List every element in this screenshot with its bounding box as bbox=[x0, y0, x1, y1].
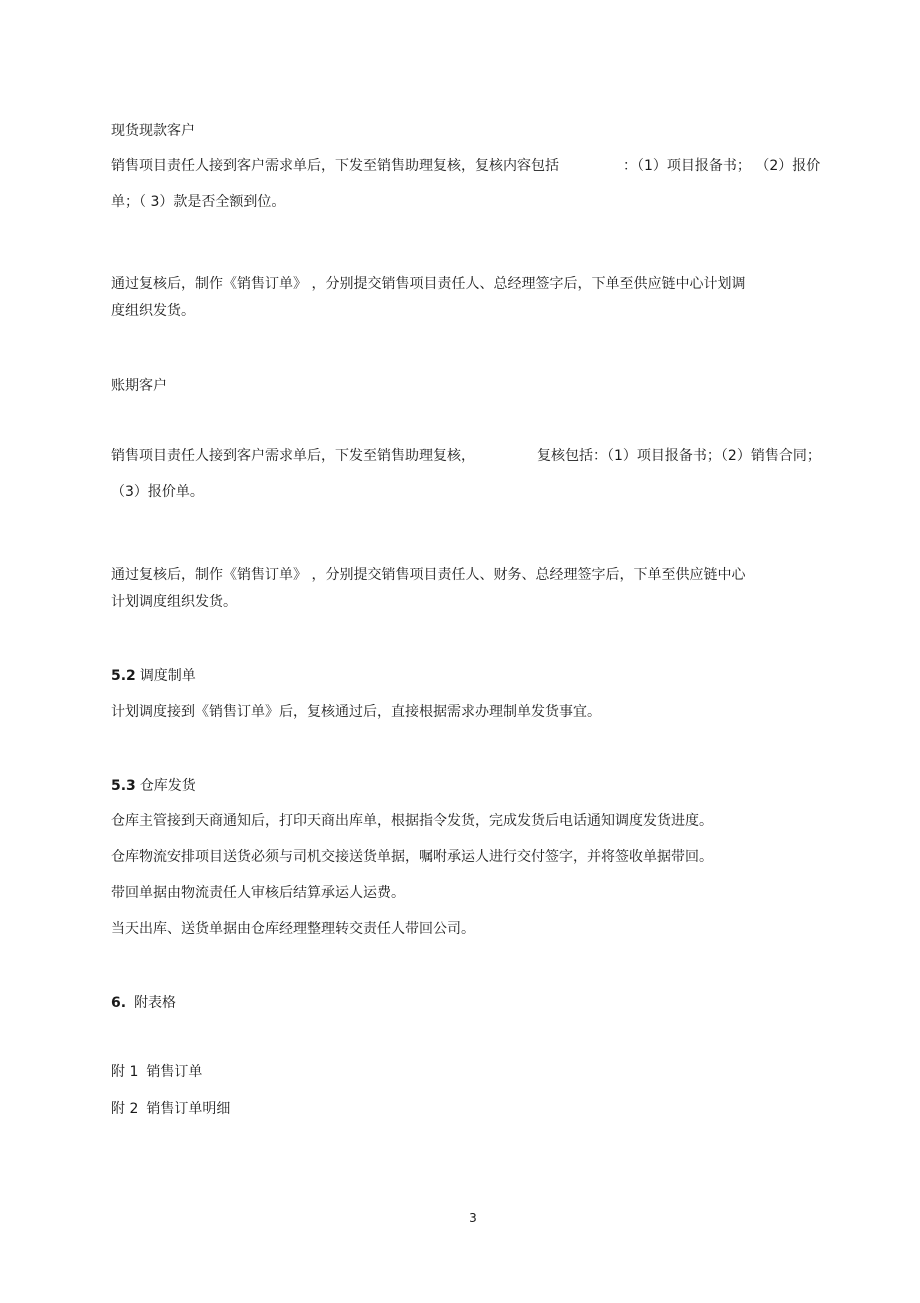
spot-customer-para2-line2: 度组织发货。 bbox=[111, 303, 195, 319]
appendix-2-number: 附 2 bbox=[111, 1101, 139, 1117]
appendix-1-title: 销售订单 bbox=[146, 1064, 203, 1080]
appendix-2-title: 销售订单明细 bbox=[146, 1101, 231, 1117]
appendix-2 bbox=[111, 1100, 230, 1118]
section-5-2-number: 5.2 bbox=[111, 668, 136, 684]
spot-customer-para1-line1-b: ：（1）项目报备书； （2）报价 bbox=[623, 158, 821, 174]
spot-customer-heading: 现货现款客户 bbox=[111, 123, 195, 139]
credit-customer-para1-line1-a: 销售项目责任人接到客户需求单后，下发至销售助理复核， bbox=[111, 448, 475, 464]
section-5-2-title: 调度制单 bbox=[139, 668, 196, 684]
credit-customer-para2-line1: 通过复核后，制作《销售订单》 ，分别提交销售项目责任人、财务、总经理签字后，下单至供应链中心 bbox=[111, 567, 746, 583]
appendix-1-number: 附 1 bbox=[111, 1064, 139, 1080]
appendix-1 bbox=[111, 1063, 202, 1081]
section-5-3-title: 仓库发货 bbox=[139, 778, 196, 794]
section-5-2-heading bbox=[111, 667, 196, 685]
section-5-3-line1: 仓库主管接到天商通知后，打印天商出库单，根据指令发货，完成发货后电话通知调度发货进度。 bbox=[111, 813, 713, 829]
page-number: 3 bbox=[469, 1211, 477, 1225]
spot-customer-para1-line1 bbox=[111, 157, 820, 175]
spot-customer-para1-line1-a: 销售项目责任人接到客户需求单后，下发至销售助理复核，复核内容包括 bbox=[111, 158, 559, 174]
section-6-number: 6. bbox=[111, 995, 127, 1011]
credit-customer-heading: 账期客户 bbox=[111, 378, 167, 394]
spot-customer-para2-line1: 通过复核后，制作《销售订单》 ，分别提交销售项目责任人、总经理签字后，下单至供应链中心计划调 bbox=[111, 276, 746, 292]
credit-customer-para1-line1-b: 复核包括：（1）项目报备书；（2）销售合同； bbox=[537, 448, 821, 464]
credit-customer-para2-line2: 计划调度组织发货。 bbox=[111, 594, 237, 610]
section-6-heading bbox=[111, 994, 176, 1012]
section-5-3-number: 5.3 bbox=[111, 778, 136, 794]
section-5-3-line4: 当天出库、送货单据由仓库经理整理转交责任人带回公司。 bbox=[111, 921, 475, 937]
credit-customer-para1-line2: （3）报价单。 bbox=[111, 484, 204, 500]
section-5-2-line1: 计划调度接到《销售订单》后，复核通过后，直接根据需求办理制单发货事宜。 bbox=[111, 704, 601, 720]
spot-customer-para1-line2: 单；（ 3）款是否全额到位。 bbox=[111, 194, 286, 210]
section-6-title: 附表格 bbox=[134, 995, 177, 1011]
credit-customer-para1-line1 bbox=[111, 447, 821, 465]
section-5-3-line3: 带回单据由物流责任人审核后结算承运人运费。 bbox=[111, 885, 405, 901]
section-5-3-line2: 仓库物流安排项目送货必须与司机交接送货单据，嘱咐承运人进行交付签字，并将签收单据带回。 bbox=[111, 849, 713, 865]
section-5-3-heading bbox=[111, 777, 196, 795]
